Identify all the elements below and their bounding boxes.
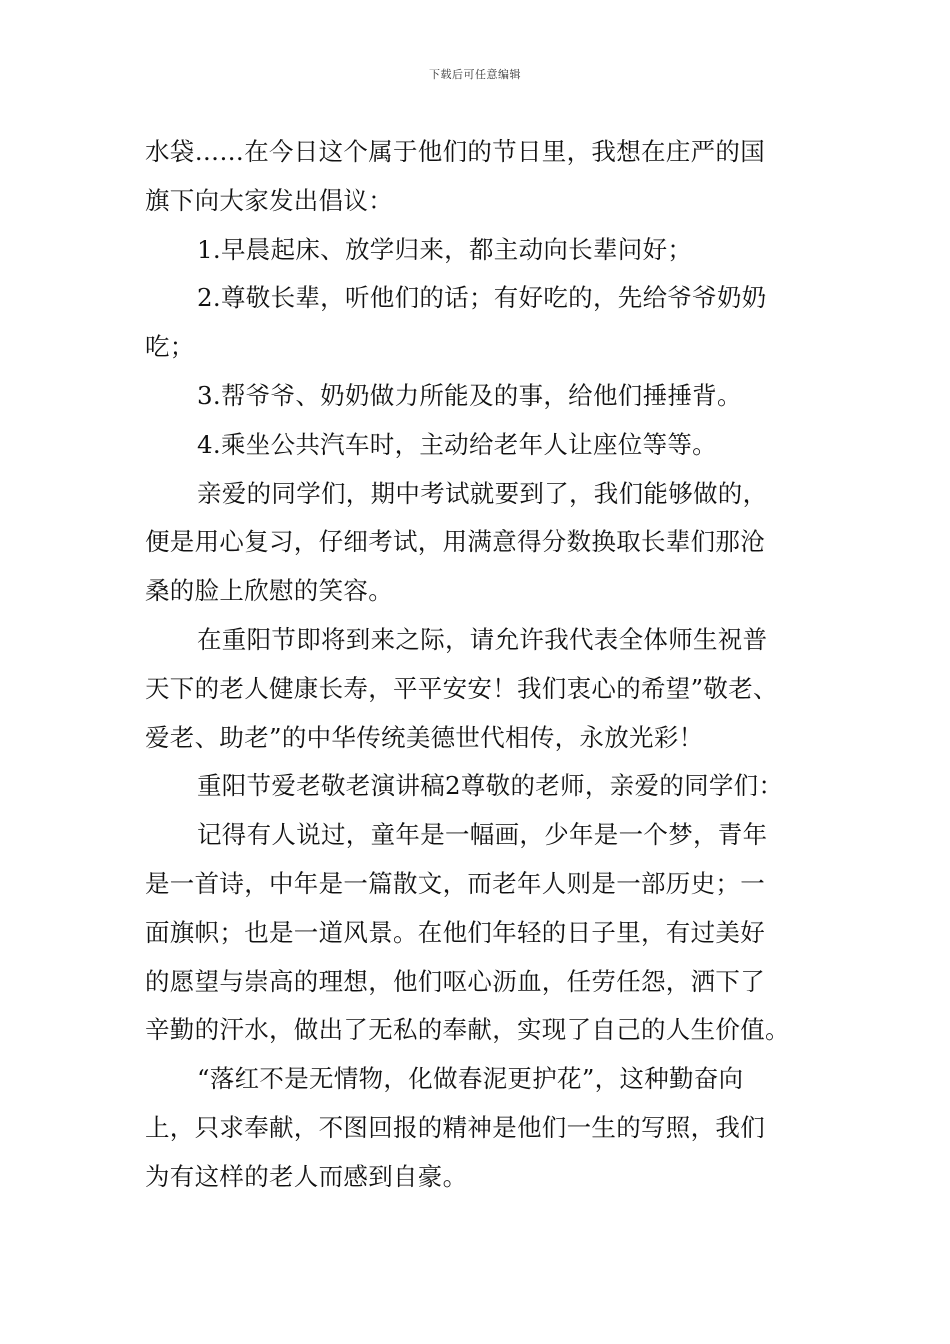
text-line: 2.尊敬长辈，听他们的话；有好吃的，先给爷爷奶奶 <box>197 283 767 313</box>
text-line: 面旗帜；也是一道风景。在他们年轻的日子里，有过美好 <box>145 917 765 947</box>
text-line: 桑的脸上欣慰的笑容。 <box>145 576 393 606</box>
page-header: 下载后可任意编辑 <box>429 68 521 81</box>
text-line: 天下的老人健康长寿，平平安安！我们衷心的希望”敬老、 <box>145 673 778 703</box>
text-line: 旗下向大家发出倡议： <box>145 185 393 215</box>
text-line: 爱老、助老”的中华传统美德世代相传，永放光彩！ <box>145 722 704 752</box>
text-line: 3.帮爷爷、奶奶做力所能及的事，给他们捶捶背。 <box>197 380 742 410</box>
text-line: 为有这样的老人而感到自豪。 <box>145 1161 468 1191</box>
text-line: 1.早晨起床、放学归来，都主动向长辈问好； <box>197 234 693 264</box>
text-line: 记得有人说过，童年是一幅画，少年是一个梦，青年 <box>197 820 768 850</box>
text-line: 吃； <box>145 332 195 362</box>
text-line: 的愿望与崇高的理想，他们呕心沥血，任劳任怨，洒下了 <box>145 966 765 996</box>
document-body <box>145 128 825 1202</box>
text-line: 辛勤的汗水，做出了无私的奉献，实现了自己的人生价值。 <box>145 1015 790 1045</box>
text-line: 4.乘坐公共汽车时，主动给老年人让座位等等。 <box>197 429 717 459</box>
text-line: 上，只求奉献，不图回报的精神是他们一生的写照，我们 <box>145 1112 765 1142</box>
text-line: 亲爱的同学们，期中考试就要到了，我们能够做的， <box>197 478 768 508</box>
text-line: 重阳节爱老敬老演讲稿2尊敬的老师，亲爱的同学们： <box>197 771 784 801</box>
text-line: 水袋……在今日这个属于他们的节日里，我想在庄严的国 <box>145 137 765 166</box>
text-line: 在重阳节即将到来之际，请允许我代表全体师生祝普 <box>197 624 768 654</box>
text-line: “落红不是无情物，化做春泥更护花”，这种勤奋向 <box>197 1064 744 1094</box>
text-line: 是一首诗，中年是一篇散文，而老年人则是一部历史；一 <box>145 868 765 898</box>
text-line: 便是用心复习，仔细考试，用满意得分数换取长辈们那沧 <box>145 527 765 557</box>
